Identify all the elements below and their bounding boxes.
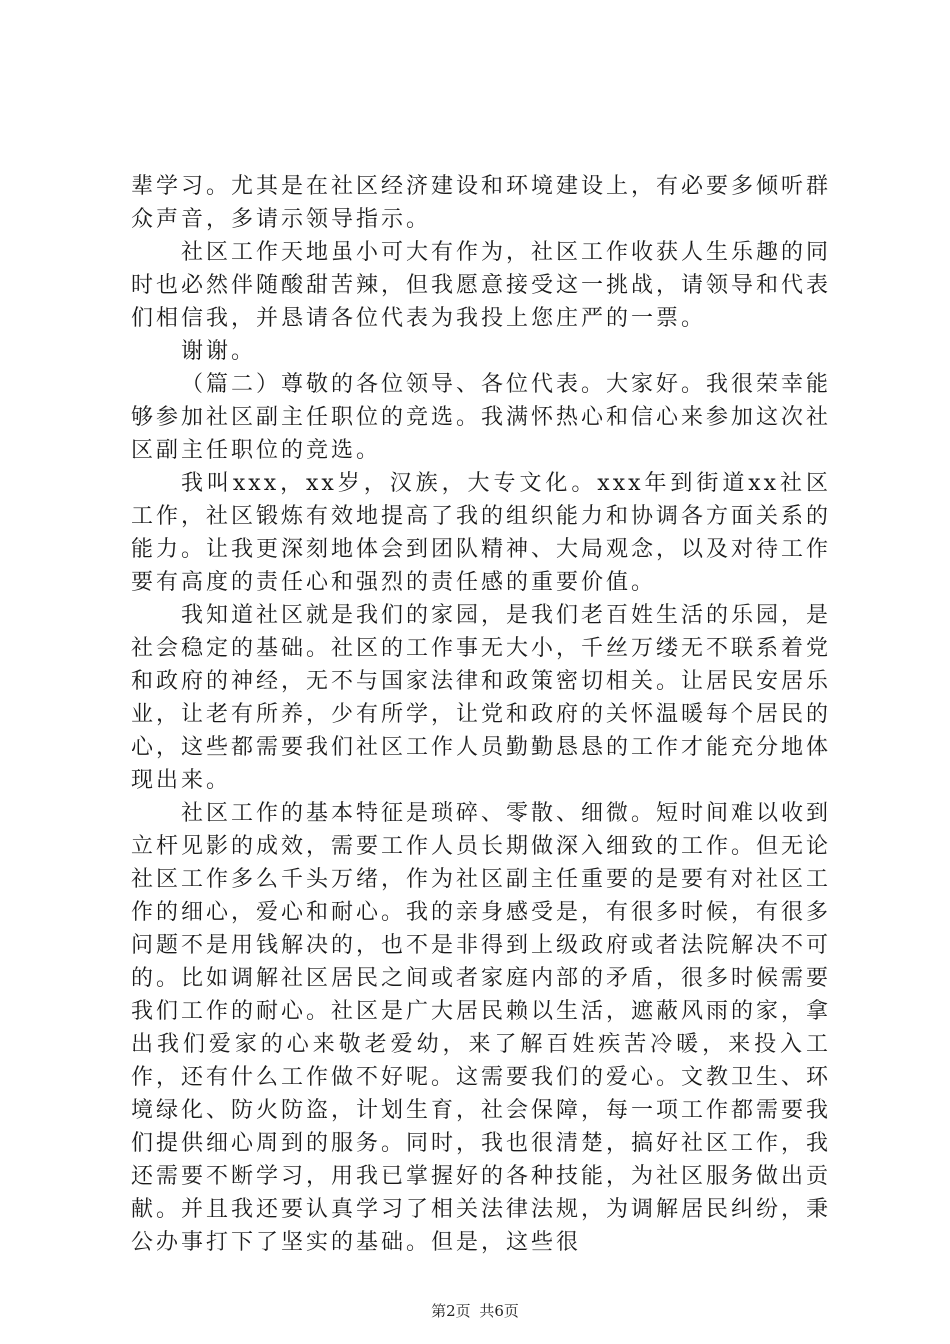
page-number: 第2页 [431, 1302, 471, 1320]
paragraph-community-work: 社区工作天地虽小可大有作为，社区工作收获人生乐趣的同时也必然伴随酸甜苦辣，但我愿意接受这一挑战，请领导和代表们相信我，并恳请各位代表为我投上您庄严的一票。 [131, 240, 832, 331]
page-total: 共6页 [479, 1302, 519, 1320]
paragraph-continuation: 辈学习。尤其是在社区经济建设和环境建设上，有必要多倾听群众声音，多请示领导指示。 [131, 174, 832, 232]
paragraph-work-features: 社区工作的基本特征是琐碎、零散、细微。短时间难以收到立杆见影的成效，需要工作人员长期做深入细致的工作。但无论社区工作多么千头万绪，作为社区副主任重要的是要有对社区工作的细心，爱心和耐心。我的亲身感受是，有很多时候，有很多问题不是用钱解决的，也不是非得到上级政府或者法院解决不可的。比如调解社区居民之间或者家庭内部的矛盾，很多时候需要我们工作的耐心。社区是广大居民赖以生活，遮蔽风雨的家，拿出我们爱家的心来敬老爱幼，来了解百姓疾苦冷暖，来投入工作，还有什么工作做不好呢。这需要我们的爱心。文教卫生、环境绿化、防火防盗，计划生育，社会保障，每一项工作都需要我们提供细心周到的服务。同时，我也很清楚，搞好社区工作，我还需要不断学习，用我已掌握好的各种技能，为社区服务做出贡献。并且我还要认真学习了相关法律法规，为调解居民纠纷，秉公办事打下了坚实的基础。但是，这些很 [131, 801, 832, 1255]
page-footer [0, 1302, 950, 1320]
document-body [131, 170, 831, 1259]
paragraph-self-introduction: 我叫xxx，xx岁，汉族，大专文化。xxx年到街道xx社区工作，社区锻炼有效地提高了我的组织能力和协调各方面关系的能力。让我更深刻地体会到团队精神、大局观念，以及对待工作要有高度的责任心和强烈的责任感的重要价值。 [131, 471, 832, 595]
paragraph-part-two-intro: （篇二）尊敬的各位领导、各位代表。大家好。我很荣幸能够参加社区副主任职位的竞选。我满怀热心和信心来参加这次社区副主任职位的竞选。 [131, 372, 832, 463]
paragraph-community-home: 我知道社区就是我们的家园，是我们老百姓生活的乐园，是社会稳定的基础。社区的工作事无大小，千丝万缕无不联系着党和政府的神经，无不与国家法律和政策密切相关。让居民安居乐业，让老有所养，少有所学，让党和政府的关怀温暖每个居民的心，这些都需要我们社区工作人员勤勤恳恳的工作才能充分地体现出来。 [131, 603, 832, 793]
paragraph-thanks: 谢谢。 [181, 339, 257, 364]
